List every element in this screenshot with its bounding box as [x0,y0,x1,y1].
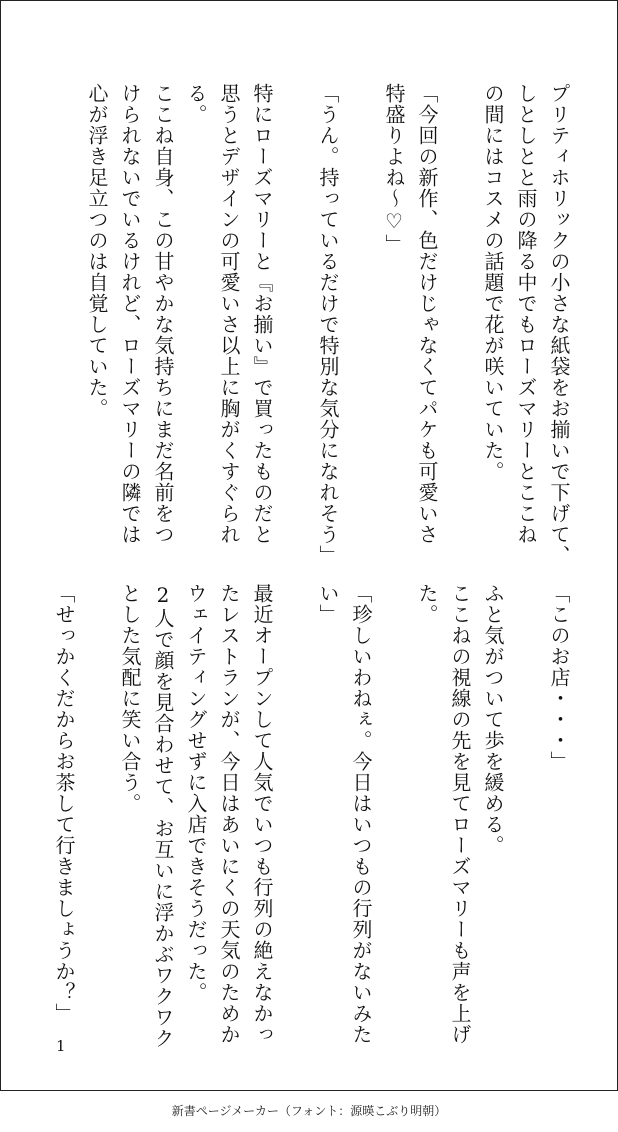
text-line: 「このお店・・・」 [547,583,571,772]
text-line: ふと気がついて歩を緩める。 [481,583,505,856]
paragraph-narration-3 [80,83,179,545]
text-line: 思うとデザインの可愛いさ以上に胸がくすぐられ [217,83,241,545]
text-line: る。 [184,83,208,125]
paragraph-narration-4 [410,583,509,1045]
text-line: 特にローズマリーと『お揃い』で買ったものだと [250,83,274,545]
paragraph-narration-5 [113,583,278,1049]
text-line: しとしとと雨の降る中でもローズマリーとここね [514,83,538,545]
paragraph-dialogue-rosemary [377,83,443,545]
text-line: の間にはコスメの話題で花が咲いていた。 [481,83,505,482]
paragraph-gap [80,583,113,1023]
text-line: い」 [316,583,340,625]
paragraph-narration-1 [476,83,575,566]
text-line: ウェイティングせずに入店できそうだった。 [184,583,208,1003]
paragraph-dialogue-tea [47,583,80,1023]
text-line: たレストランが、今日はあいにくの天気のためか [217,583,241,1045]
text-line: とした気配に笑い合う。 [118,583,142,814]
text-line: 「うん。持っているだけで特別な気分になれそう」 [316,83,340,566]
text-line: ここねの視線の先を見てローズマリーも声を上げ [448,583,472,1045]
text-line: 2人で顔を見合わせて、お互いに浮かぶワクワク [151,583,175,1049]
paragraph-dialogue-rare [311,583,377,1045]
paragraph-dialogue-shop [542,583,575,1023]
paragraph-dialogue-kokone [311,83,344,566]
paragraph-gap [344,83,377,523]
text-line: 最近オープンして人気でいつも行列の絶えなかっ [250,583,274,1045]
paragraph-gap [509,583,542,1023]
text-line: けられないでいるけれど、ローズマリーの隣では [118,83,142,545]
paragraph-gap [443,83,476,523]
text-line: 「珍しいわねぇ。今日はいつもの行列がないみた [349,583,373,1045]
text-block-bottom [47,583,575,1049]
paragraph-gap [278,83,311,523]
paragraph-narration-2 [179,83,278,545]
paragraph-gap [278,583,311,1023]
text-line: 心が浮き足立つのは自覚していた。 [85,83,109,419]
text-line: ここね自身、この甘やかな気持ちにまだ名前をつ [151,83,175,545]
text-line: 「今回の新作、色だけじゃなくてパケも可愛いさ [415,83,439,545]
text-block-top [80,83,575,566]
text-line: 「せっかくだからお茶して行きましょうか？」 [52,583,76,1024]
footer-caption: 新書ページメーカー（フォント：源暎こぶり明朝） [171,1104,447,1118]
page-number: 1 [56,1037,66,1055]
text-line: た。 [415,583,439,625]
paragraph-gap [377,583,410,1023]
text-line: 特盛りよね〜♡」 [382,83,406,255]
text-line: プリティホリックの小さな紙袋をお揃いで下げて、 [547,83,571,566]
